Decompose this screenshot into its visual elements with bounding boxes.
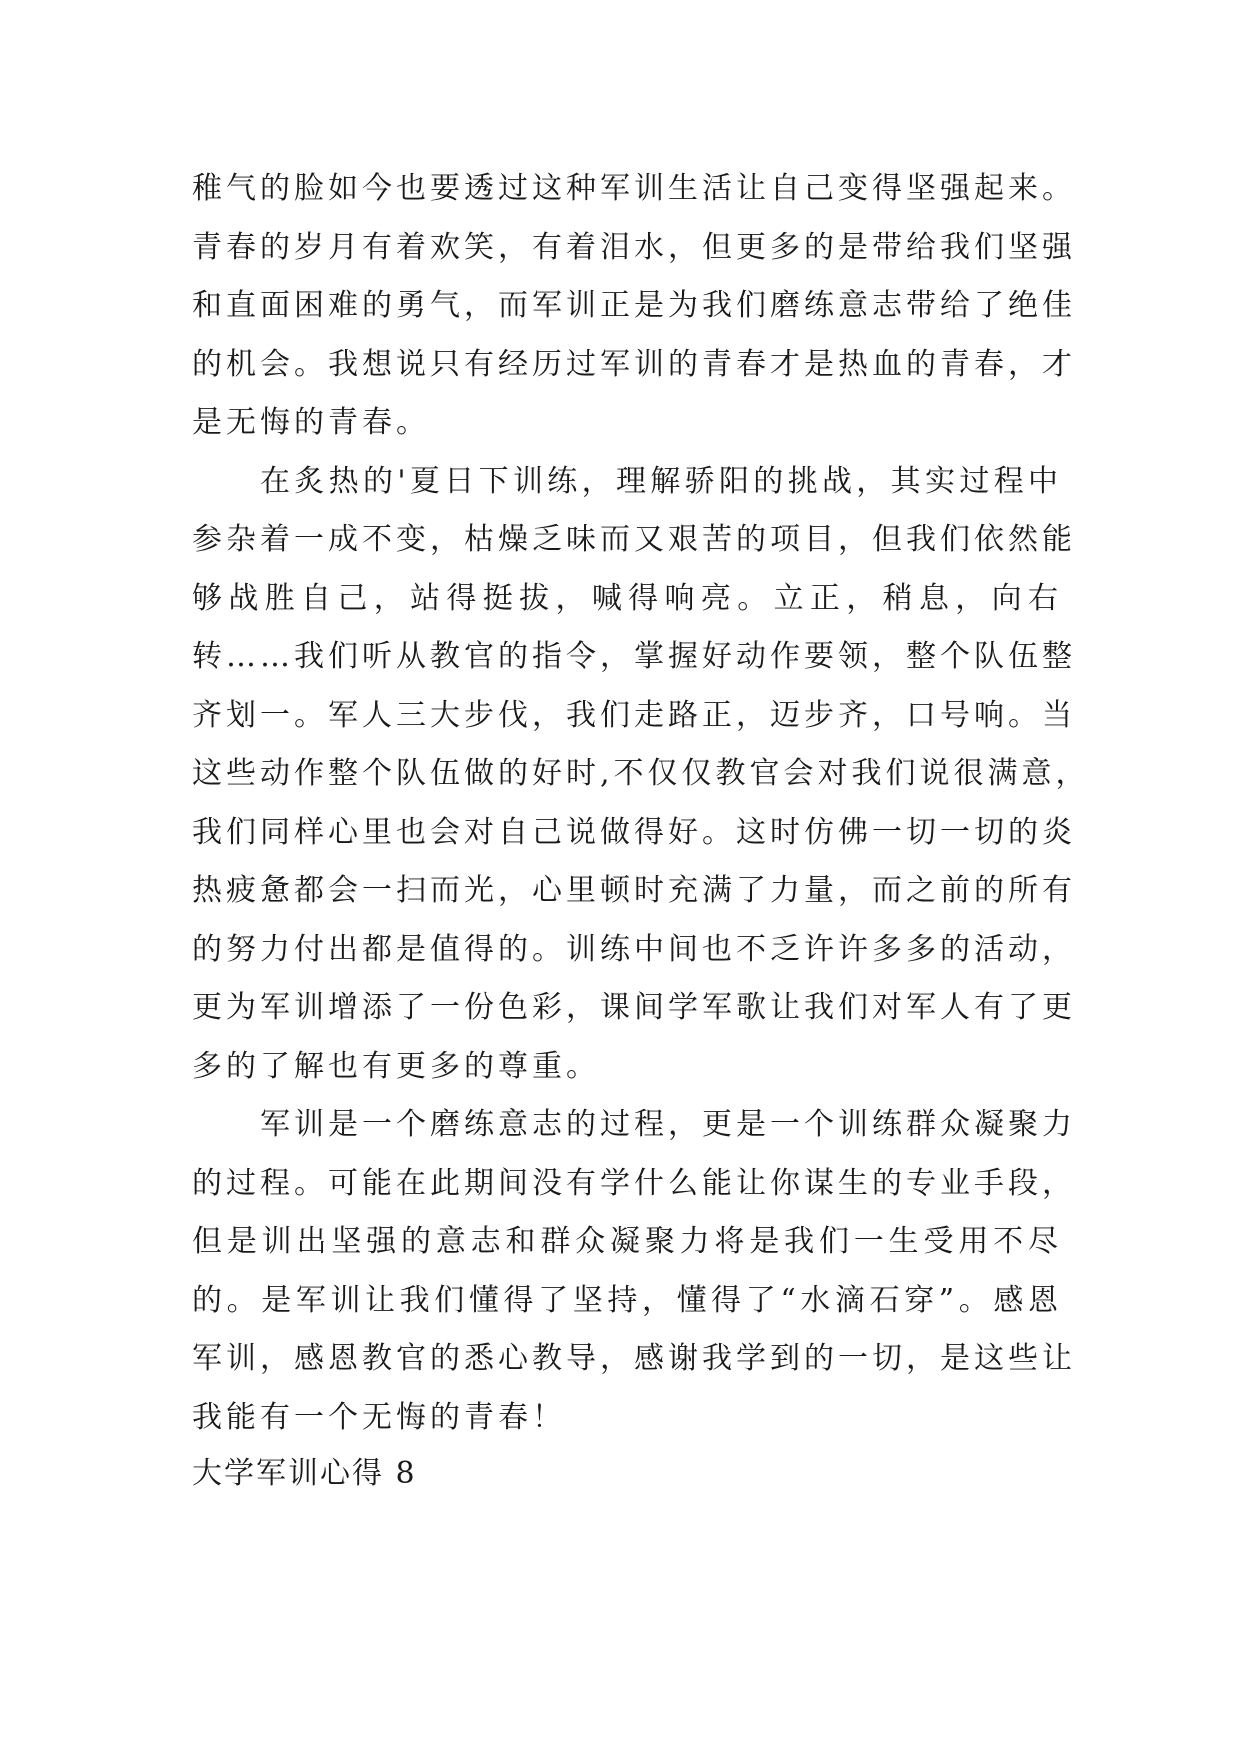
text-line: 多的了解也有更多的尊重。 bbox=[192, 1048, 600, 1084]
text-line: 转……我们听从教官的指令，掌握好动作要领，整个队伍整 bbox=[192, 639, 1076, 674]
text-line: 的机会。我想说只有经历过军训的青春才是热血的青春，才 bbox=[192, 346, 1076, 382]
text-line: 是无悔的青春。 bbox=[192, 405, 430, 440]
text-line: 我能有一个无悔的青春！ bbox=[192, 1399, 566, 1435]
text-line: 够战胜自己，站得挺拔，喊得响亮。立正，稍息，向右 bbox=[192, 580, 1062, 616]
text-line: 在炙热的'夏日下训练，理解骄阳的挑战，其实过程中 bbox=[260, 463, 1062, 499]
text-line: 的努力付出都是值得的。训练中间也不乏许许多多的活动， bbox=[192, 931, 1076, 967]
text-line: 青春的岁月有着欢笑，有着泪水，但更多的是带给我们坚强 bbox=[192, 229, 1076, 265]
text-line: 这些动作整个队伍做的好时,不仅仅教官会对我们说很满意， bbox=[192, 756, 1090, 791]
text-line: 军训是一个磨练意志的过程，更是一个训练群众凝聚力 bbox=[260, 1107, 1076, 1142]
text-line: 热疲惫都会一扫而光，心里顿时充满了力量，而之前的所有 bbox=[192, 873, 1076, 908]
text-line: 更为军训增添了一份色彩，课间学军歌让我们对军人有了更 bbox=[192, 990, 1076, 1025]
body-text bbox=[192, 160, 1090, 1447]
text-line: 参杂着一成不变，枯燥乏味而又艰苦的项目，但我们依然能 bbox=[192, 522, 1076, 557]
text-line: 和直面困难的勇气，而军训正是为我们磨练意志带给了绝佳 bbox=[192, 288, 1076, 323]
text-line: 但是训出坚强的意志和群众凝聚力将是我们一生受用不尽 bbox=[192, 1224, 1062, 1259]
text-line: 的过程。可能在此期间没有学什么能让你谋生的专业手段， bbox=[192, 1165, 1076, 1201]
text-line: 的。是军训让我们懂得了坚持，懂得了“水滴石穿”。感恩 bbox=[192, 1282, 1062, 1318]
text-line: 稚气的脸如今也要透过这种军训生活让自己变得坚强起来。 bbox=[192, 171, 1076, 206]
section-heading: 大学军训心得 8 bbox=[192, 1456, 417, 1491]
text-line: 军训，感恩教官的悉心教导，感谢我学到的一切，是这些让 bbox=[192, 1341, 1076, 1376]
text-line: 齐划一。军人三大步伐，我们走路正，迈步齐，口号响。当 bbox=[192, 697, 1076, 733]
text-line: 我们同样心里也会对自己说做得好。这时仿佛一切一切的炎 bbox=[192, 814, 1076, 850]
